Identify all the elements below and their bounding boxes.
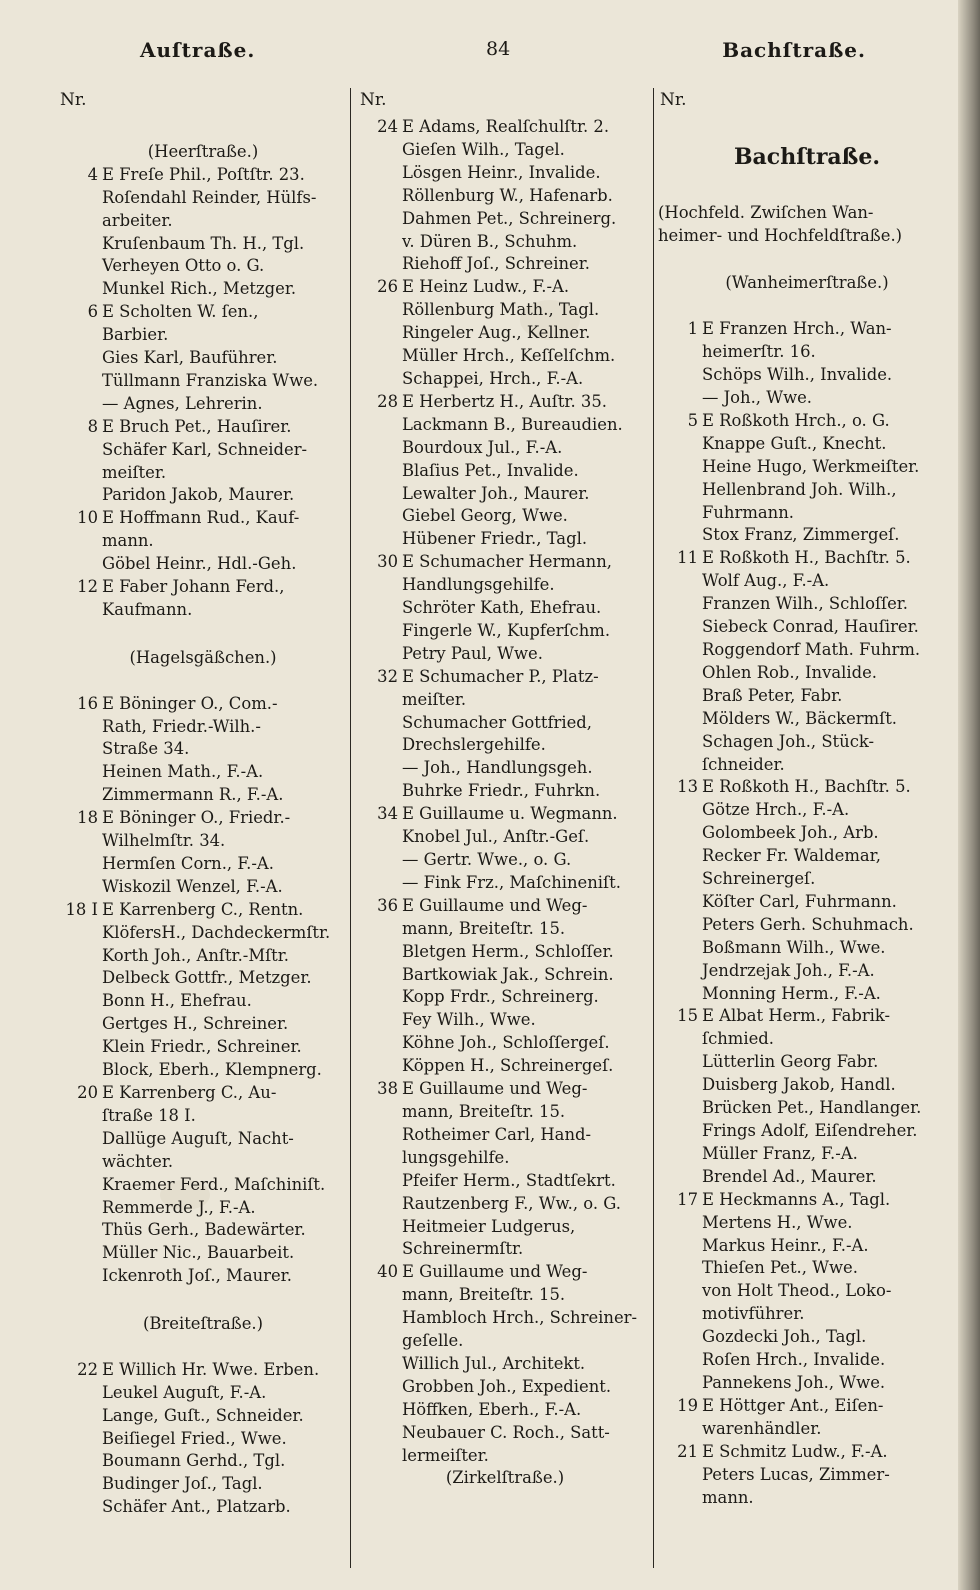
resident-text: E Faber Johann Ferd., [102, 577, 285, 597]
resident-line: Braß Peter, Fabr. [702, 685, 843, 705]
resident-line: Thüs Gerh., Badewärter. [102, 1220, 306, 1240]
house-entry [658, 1395, 956, 1418]
resident-line: Hübener Friedr., Tagl. [402, 529, 588, 549]
resident-line: Schreinergeſ. [702, 869, 816, 889]
column-right [658, 88, 956, 1509]
resident-line: meiſter. [402, 689, 467, 709]
resident-line: Monning Herm., F.-A. [702, 983, 881, 1003]
resident-line: Kopp Frdr., Schreinerg. [402, 987, 599, 1007]
resident-line: Neubauer C. Roch., Satt- [402, 1422, 610, 1442]
resident-line: Klein Friedr., Schreiner. [102, 1037, 302, 1057]
resident-line: Ickenroth Joſ., Maurer. [102, 1266, 292, 1286]
resident-line: Frings Adolf, Eiſendreher. [702, 1121, 918, 1140]
house-entry [658, 1441, 956, 1464]
entry-list [358, 116, 652, 1490]
resident-line: mann, Breiteſtr. 15. [402, 918, 566, 938]
resident-line: Stox Franz, Zimmergeſ. [702, 525, 900, 545]
house-entry [58, 507, 348, 530]
resident-line: meiſter. [102, 462, 167, 482]
resident-line: Schöps Wilh., Invalide. [702, 365, 893, 385]
spacer [658, 295, 956, 318]
house-entry [58, 693, 348, 716]
spacer [658, 116, 956, 139]
resident-line: mann, Breiteſtr. 15. [402, 1101, 566, 1121]
nr-label: Nr. [360, 90, 387, 110]
house-number: 1 [687, 319, 698, 339]
cross-street-heading: (Hagelsgäßchen.) [129, 647, 277, 667]
resident-line: — Joh., Handlungsgeh. [402, 758, 593, 778]
cross-street-heading: (Zirkelſtraße.) [445, 1468, 565, 1488]
resident-line: lungsgehilfe. [402, 1147, 510, 1167]
resident-line: Schäfer Karl, Schneider- [102, 439, 308, 459]
resident-line: Peters Gerh. Schuhmach. [702, 914, 914, 934]
right-street-title: Bachſtraße. [722, 38, 866, 62]
house-number: 32 [377, 666, 398, 686]
resident-text: E Heinz Ludw., F.-A. [402, 277, 570, 297]
resident-line: Schagen Joh., Stück- [702, 731, 875, 751]
resident-line: Schreinermſtr. [402, 1239, 524, 1259]
spacer [58, 1288, 348, 1311]
resident-line: Fingerle W., Kupferſchm. [402, 620, 611, 640]
resident-line: Mölders W., Bäckermſt. [702, 708, 898, 728]
house-number: 11 [677, 548, 698, 568]
resident-line: heimerſtr. 16. [702, 342, 816, 362]
resident-line: wächter. [102, 1151, 174, 1171]
resident-text: E Schumacher Hermann, [402, 552, 612, 572]
left-street-title: Auſtraße. [140, 38, 256, 62]
house-number: 22 [77, 1359, 98, 1379]
resident-line: Straße 34. [102, 739, 190, 759]
resident-line: Dahmen Pet., Schreinerg. [402, 208, 617, 228]
resident-line: Peters Lucas, Zimmer- [702, 1464, 890, 1484]
resident-line: Gertges H., Schreiner. [102, 1014, 289, 1034]
column-divider [653, 88, 654, 1568]
resident-line: Handlungsgehilfe. [402, 575, 555, 595]
resident-line: Petry Paul, Wwe. [402, 643, 543, 663]
resident-line: Brendel Ad., Maurer. [702, 1166, 877, 1186]
house-entry [58, 301, 348, 324]
resident-line: Boßmann Wilh., Wwe. [702, 937, 886, 957]
resident-line: Thieſen Pet., Wwe. [702, 1258, 858, 1278]
resident-text: E Herbertz H., Auſtr. 35. [402, 391, 607, 411]
resident-line: Markus Heinr., F.-A. [702, 1235, 869, 1255]
cross-street-heading: (Heerſtraße.) [147, 141, 259, 161]
resident-line: Höffken, Eberh., F.-A. [402, 1399, 582, 1419]
house-entry [58, 164, 348, 187]
resident-line: Knobel Jul., Anſtr.-Geſ. [402, 827, 590, 847]
resident-line: Ohlen Rob., Invalide. [702, 662, 877, 682]
resident-line: Buhrke Friedr., Fuhrkn. [402, 781, 601, 801]
resident-text: E Hoffmann Rud., Kauf- [102, 508, 300, 528]
resident-text: E Karrenberg C., Rentn. [102, 899, 304, 919]
resident-line: Lackmann B., Bureaudien. [402, 414, 623, 434]
resident-line: Riehoff Joſ., Schreiner. [402, 254, 590, 274]
resident-line: Roggendorf Math. Fuhrm. [702, 639, 921, 659]
resident-line: geſelle. [402, 1331, 464, 1351]
resident-line: Hermſen Corn., F.-A. [102, 853, 274, 873]
resident-line: Franzen Wilh., Schloſſer. [702, 594, 909, 614]
resident-line: Heinen Math., F.-A. [102, 762, 264, 782]
resident-text: E Schmitz Ludw., F.-A. [702, 1441, 888, 1461]
column-divider [350, 88, 351, 1568]
resident-line: Recker Fr. Waldemar, [702, 846, 881, 866]
resident-line: motivführer. [702, 1304, 805, 1324]
house-number: 18 [77, 808, 98, 828]
resident-line: Grobben Joh., Expedient. [402, 1376, 612, 1396]
nr-label: Nr. [660, 90, 687, 110]
resident-line: von Holt Theod., Loko- [702, 1281, 892, 1301]
resident-line: Wolf Aug., F.-A. [702, 571, 830, 591]
resident-line: Roſendahl Reinder, Hülfs- [102, 187, 317, 207]
resident-line: Bourdoux Jul., F.-A. [402, 437, 563, 457]
house-number: 10 [77, 508, 98, 528]
house-number: 12 [77, 577, 98, 597]
house-number: 38 [377, 1079, 398, 1099]
resident-line: Lange, Guſt., Schneider. [102, 1405, 304, 1425]
resident-line: Drechslergehilfe. [402, 735, 546, 755]
resident-text: E Willich Hr. Wwe. Erben. [102, 1359, 320, 1379]
resident-line: ſtraße 18 I. [102, 1105, 196, 1125]
resident-line: Pfeifer Herm., Stadtſekrt. [402, 1170, 616, 1190]
resident-line: Röllenburg Math., Tagl. [402, 300, 600, 320]
resident-line: Beiſiegel Fried., Wwe. [102, 1428, 287, 1448]
resident-line: Boumann Gerhd., Tgl. [102, 1451, 286, 1471]
resident-line: Korth Joh., Anſtr.-Mſtr. [102, 945, 289, 965]
entry-list [58, 116, 348, 1519]
resident-text: E Scholten W. ſen., [102, 302, 259, 322]
resident-line: Willich Jul., Architekt. [402, 1353, 586, 1373]
cross-street-heading: (Breiteſtraße.) [142, 1314, 264, 1334]
resident-line: Heitmeier Ludgerus, [402, 1216, 576, 1236]
resident-line: v. Düren B., Schuhm. [402, 231, 578, 251]
resident-text: E Böninger O., Com.- [102, 693, 278, 713]
entry-list [658, 116, 956, 1509]
resident-text: E Franzen Hrch., Wan- [702, 319, 892, 339]
resident-text: E Albat Herm., Fabrik- [702, 1006, 891, 1026]
resident-line: Giebel Georg, Wwe. [402, 506, 568, 526]
resident-line: Wiskozil Wenzel, F.-A. [102, 876, 283, 896]
resident-line: Verheyen Otto o. G. [102, 256, 265, 276]
house-entry [658, 410, 956, 433]
spacer [658, 248, 956, 271]
resident-line: Duisberg Jakob, Handl. [702, 1075, 896, 1095]
house-number: 40 [377, 1262, 398, 1282]
resident-line: Lewalter Joh., Maurer. [402, 483, 590, 503]
house-entry [58, 1082, 348, 1105]
resident-line: Lütterlin Georg Fabr. [702, 1052, 879, 1072]
resident-text: E Böninger O., Friedr.- [102, 808, 291, 828]
street-description: heimer- und Hochfeldſtraße.) [658, 225, 903, 245]
house-entry [658, 318, 956, 341]
house-entry [658, 547, 956, 570]
resident-line: Köhne Joh., Schloſſergeſ. [402, 1033, 610, 1053]
resident-text: E Roßkoth H., Bachſtr. 5. [702, 777, 911, 797]
house-number: 16 [77, 693, 98, 713]
resident-line: Wilhelmſtr. 34. [102, 831, 226, 851]
resident-line: Lösgen Heinr., Invalide. [402, 162, 601, 182]
resident-line: Mertens H., Wwe. [702, 1212, 853, 1232]
resident-line: Blaſius Pet., Invalide. [402, 460, 579, 480]
resident-line: mann, Breiteſtr. 15. [402, 1285, 566, 1305]
resident-line: Ringeler Aug., Kellner. [402, 323, 591, 343]
resident-line: — Joh., Wwe. [702, 388, 813, 407]
house-entry [358, 116, 652, 139]
resident-line: Barbier. [102, 325, 169, 345]
resident-line: — Agnes, Lehrerin. [102, 393, 263, 413]
resident-line: Munkel Rich., Metzger. [102, 279, 297, 299]
page-number: 84 [486, 38, 511, 60]
resident-text: E Freſe Phil., Poſtſtr. 23. [102, 164, 305, 184]
house-entry [58, 576, 348, 599]
house-number: 19 [677, 1395, 698, 1415]
house-number: 20 [77, 1083, 98, 1103]
page-edge-shadow [958, 0, 980, 1590]
house-entry [358, 1261, 652, 1284]
resident-text: E Roßkoth H., Bachſtr. 5. [702, 548, 911, 568]
cross-street-heading: (Wanheimerſtraße.) [725, 273, 889, 293]
house-number: 6 [87, 302, 98, 322]
house-entry [358, 276, 652, 299]
resident-line: Fey Wilh., Wwe. [402, 1010, 536, 1030]
resident-text: E Schumacher P., Platz- [402, 666, 599, 686]
resident-text: E Roßkoth Hrch., o. G. [702, 410, 890, 430]
resident-line: arbeiter. [102, 210, 173, 230]
resident-text: E Adams, Realſchulſtr. 2. [402, 117, 610, 136]
resident-text: E Guillaume u. Wegmann. [402, 804, 618, 824]
resident-line: Schröter Kath, Ehefrau. [402, 598, 602, 618]
street-description: (Hochfeld. Zwiſchen Wan- [658, 202, 874, 222]
resident-line: Leukel Auguſt, F.-A. [102, 1382, 267, 1402]
resident-text: E Guillaume und Weg- [402, 1262, 588, 1282]
resident-line: — Gertr. Wwe., o. G. [402, 850, 572, 869]
house-number: 30 [377, 552, 398, 572]
resident-line: Pannekens Joh., Wwe. [702, 1372, 886, 1392]
resident-line: Kraemer Ferd., Maſchiniſt. [102, 1174, 326, 1194]
house-number: 24 [377, 117, 398, 136]
house-entry [658, 1189, 956, 1212]
resident-line: Müller Franz, F.-A. [702, 1143, 858, 1163]
resident-line: mann. [102, 531, 154, 551]
resident-line: Gozdecki Joh., Tagl. [702, 1327, 867, 1347]
resident-line: Roſen Hrch., Invalide. [702, 1350, 886, 1370]
resident-line: — Fink Frz., Maſchineniſt. [402, 872, 621, 892]
resident-line: Kruſenbaum Th. H., Tgl. [102, 233, 305, 253]
resident-line: ſchneider. [702, 754, 785, 774]
resident-line: Bletgen Herm., Schloſſer. [402, 941, 614, 961]
house-entry [358, 666, 652, 689]
resident-line: Remmerde J., F.-A. [102, 1197, 256, 1217]
resident-line: Dallüge Auguſt, Nacht- [102, 1128, 294, 1148]
street-heading: Bachſtraße. [733, 143, 881, 170]
column-left [58, 88, 348, 1519]
resident-text: E Karrenberg C., Au- [102, 1083, 277, 1103]
spacer [58, 1336, 348, 1359]
resident-line: Knappe Guſt., Knecht. [702, 433, 887, 453]
resident-line: Paridon Jakob, Maurer. [102, 485, 295, 505]
resident-text: E Heckmanns A., Tagl. [702, 1189, 891, 1209]
resident-line: Hambloch Hrch., Schreiner- [402, 1308, 638, 1328]
house-entry [358, 895, 652, 918]
resident-line: Brücken Pet., Handlanger. [702, 1098, 922, 1118]
resident-line: Götze Hrch., F.-A. [702, 800, 850, 820]
house-number: 4 [87, 164, 98, 184]
resident-line: Hellenbrand Joh. Wilh., [702, 479, 897, 499]
spacer [58, 116, 348, 139]
house-entry [358, 803, 652, 826]
resident-line: Kaufmann. [102, 600, 193, 620]
resident-line: Köppen H., Schreinergeſ. [402, 1056, 614, 1076]
house-entry [658, 776, 956, 799]
resident-line: Rath, Friedr.-Wilh.- [102, 716, 261, 736]
resident-line: Block, Eberh., Klempnerg. [102, 1060, 322, 1080]
house-entry [358, 1078, 652, 1101]
house-entry [358, 391, 652, 414]
house-number: 17 [677, 1189, 698, 1209]
resident-line: Schäfer Ant., Platzarb. [102, 1497, 291, 1517]
resident-line: Müller Nic., Bauarbeit. [102, 1243, 295, 1263]
resident-line: lermeiſter. [402, 1445, 489, 1465]
resident-line: warenhändler. [702, 1418, 822, 1438]
house-number: 15 [677, 1006, 698, 1026]
house-entry [358, 551, 652, 574]
house-entry [58, 1359, 348, 1382]
house-entry [58, 899, 348, 922]
page-header [0, 34, 958, 68]
resident-line: Siebeck Conrad, Hauſirer. [702, 617, 919, 637]
resident-line: Bonn H., Ehefrau. [102, 991, 252, 1011]
resident-line: mann. [702, 1487, 754, 1507]
house-number: 21 [677, 1441, 698, 1461]
resident-line: Rautzenberg F., Ww., o. G. [402, 1193, 621, 1213]
resident-line: Röllenburg W., Hafenarb. [402, 185, 613, 205]
house-entry [58, 416, 348, 439]
resident-text: E Guillaume und Weg- [402, 1079, 588, 1099]
house-number: 8 [87, 416, 98, 436]
resident-line: Zimmermann R., F.-A. [102, 785, 284, 805]
resident-line: Rotheimer Carl, Hand- [402, 1124, 592, 1144]
resident-line: Gies Karl, Bauführer. [102, 348, 278, 368]
resident-line: Fuhrmann. [702, 502, 794, 522]
resident-line: Tüllmann Franziska Wwe. [102, 370, 319, 390]
resident-line: Müller Hrch., Keſſelſchm. [402, 346, 616, 366]
resident-line: KlöfersH., Dachdeckermſtr. [102, 922, 331, 942]
column-middle [358, 88, 652, 1490]
house-number: 34 [377, 804, 398, 824]
resident-text: E Höttger Ant., Eiſen- [702, 1395, 884, 1415]
resident-line: Bartkowiak Jak., Schrein. [402, 964, 614, 984]
resident-line: Budinger Joſ., Tagl. [102, 1474, 263, 1494]
nr-label: Nr. [60, 90, 87, 110]
resident-text: E Bruch Pet., Hauſirer. [102, 416, 292, 436]
house-entry [658, 1005, 956, 1028]
resident-line: Golombeek Joh., Arb. [702, 823, 879, 843]
resident-text: E Guillaume und Weg- [402, 895, 588, 915]
resident-line: Schappei, Hrch., F.-A. [402, 368, 584, 388]
resident-line: Gieſen Wilh., Tagel. [402, 139, 565, 159]
resident-line: ſchmied. [702, 1029, 774, 1049]
house-number: 28 [377, 391, 398, 411]
spacer [58, 622, 348, 645]
house-number: 26 [377, 277, 398, 297]
resident-line: Schumacher Gottfried, [402, 712, 592, 732]
house-number: 13 [677, 777, 698, 797]
house-number: 5 [687, 410, 698, 430]
spacer [58, 670, 348, 693]
resident-line: Delbeck Gottfr., Metzger. [102, 968, 312, 988]
resident-line: Göbel Heinr., Hdl.-Geh. [102, 554, 297, 574]
resident-line: Heine Hugo, Werkmeiſter. [702, 456, 920, 476]
house-number: 18 I [65, 899, 98, 919]
resident-line: Köſter Carl, Fuhrmann. [702, 891, 897, 911]
spacer [658, 179, 956, 202]
resident-line: Jendrzejak Joh., F.-A. [702, 960, 875, 980]
house-number: 36 [377, 895, 398, 915]
house-entry [58, 807, 348, 830]
